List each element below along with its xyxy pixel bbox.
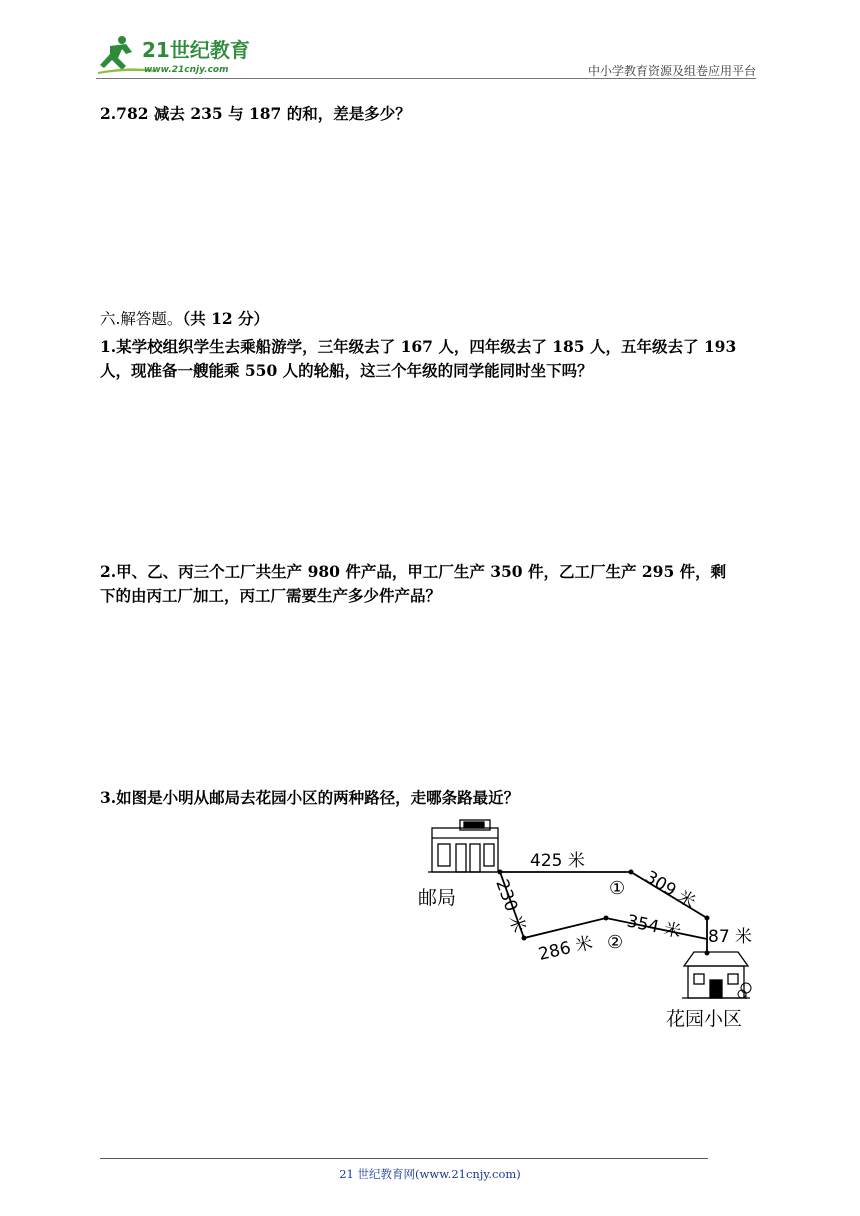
question-6-2 <box>100 560 762 608</box>
question-5-2: 2.782 减去 235 与 187 的和，差是多少？ <box>100 104 411 123</box>
question-6-3: 3.如图是小明从邮局去花园小区的两种路径，走哪条路最近？ <box>100 788 520 807</box>
question-6-2-line1: 2.甲、乙、丙三个工厂共生产 980 件产品，甲工厂生产 350 件，乙工厂生产 295 件，剩 <box>100 562 727 581</box>
map-start-label: 邮局 <box>418 887 457 909</box>
distance-425: 425 米 <box>530 851 585 871</box>
distance-286: 286 米 <box>536 933 595 965</box>
post-office-building-icon <box>428 820 502 872</box>
question-6-1-line2: 人，现准备一艘能乘 550 人的轮船，这三个年级的同学能同时坐下吗？ <box>100 361 593 380</box>
header-divider <box>96 78 756 79</box>
question-6-1-line1: 1.某学校组织学生去乘船游学，三年级去了 167 人，四年级去了 185 人，五年级去了 193 <box>100 337 737 356</box>
logo-text: 21世纪教育 <box>142 38 250 62</box>
route-1-marker: ① <box>609 878 626 899</box>
distance-309: 309 米 <box>641 867 699 913</box>
route-map <box>412 812 762 1034</box>
distance-87: 87 米 <box>708 927 753 947</box>
footer-divider <box>100 1158 708 1159</box>
page-footer: 21 世纪教育网(www.21cnjy.com) <box>339 1167 521 1181</box>
section-title-text: 六.解答题。 <box>100 310 183 328</box>
page-header <box>96 32 756 78</box>
map-end-label: 花园小区 <box>666 1008 743 1030</box>
question-6-2-line2: 下的由丙工厂加工，丙工厂需要生产多少件产品？ <box>100 586 442 605</box>
question-6-1 <box>100 335 762 383</box>
distance-354: 354 米 <box>624 911 683 943</box>
site-logo <box>96 32 266 76</box>
route-2-marker: ② <box>607 932 624 953</box>
section-score: （共 12 分） <box>182 309 270 328</box>
logo-url: www.21cnjy.com <box>144 65 229 75</box>
section-6-title <box>100 307 269 331</box>
platform-name: 中小学教育资源及组卷应用平台 <box>587 64 756 78</box>
distance-230: 230 米 <box>491 876 529 936</box>
